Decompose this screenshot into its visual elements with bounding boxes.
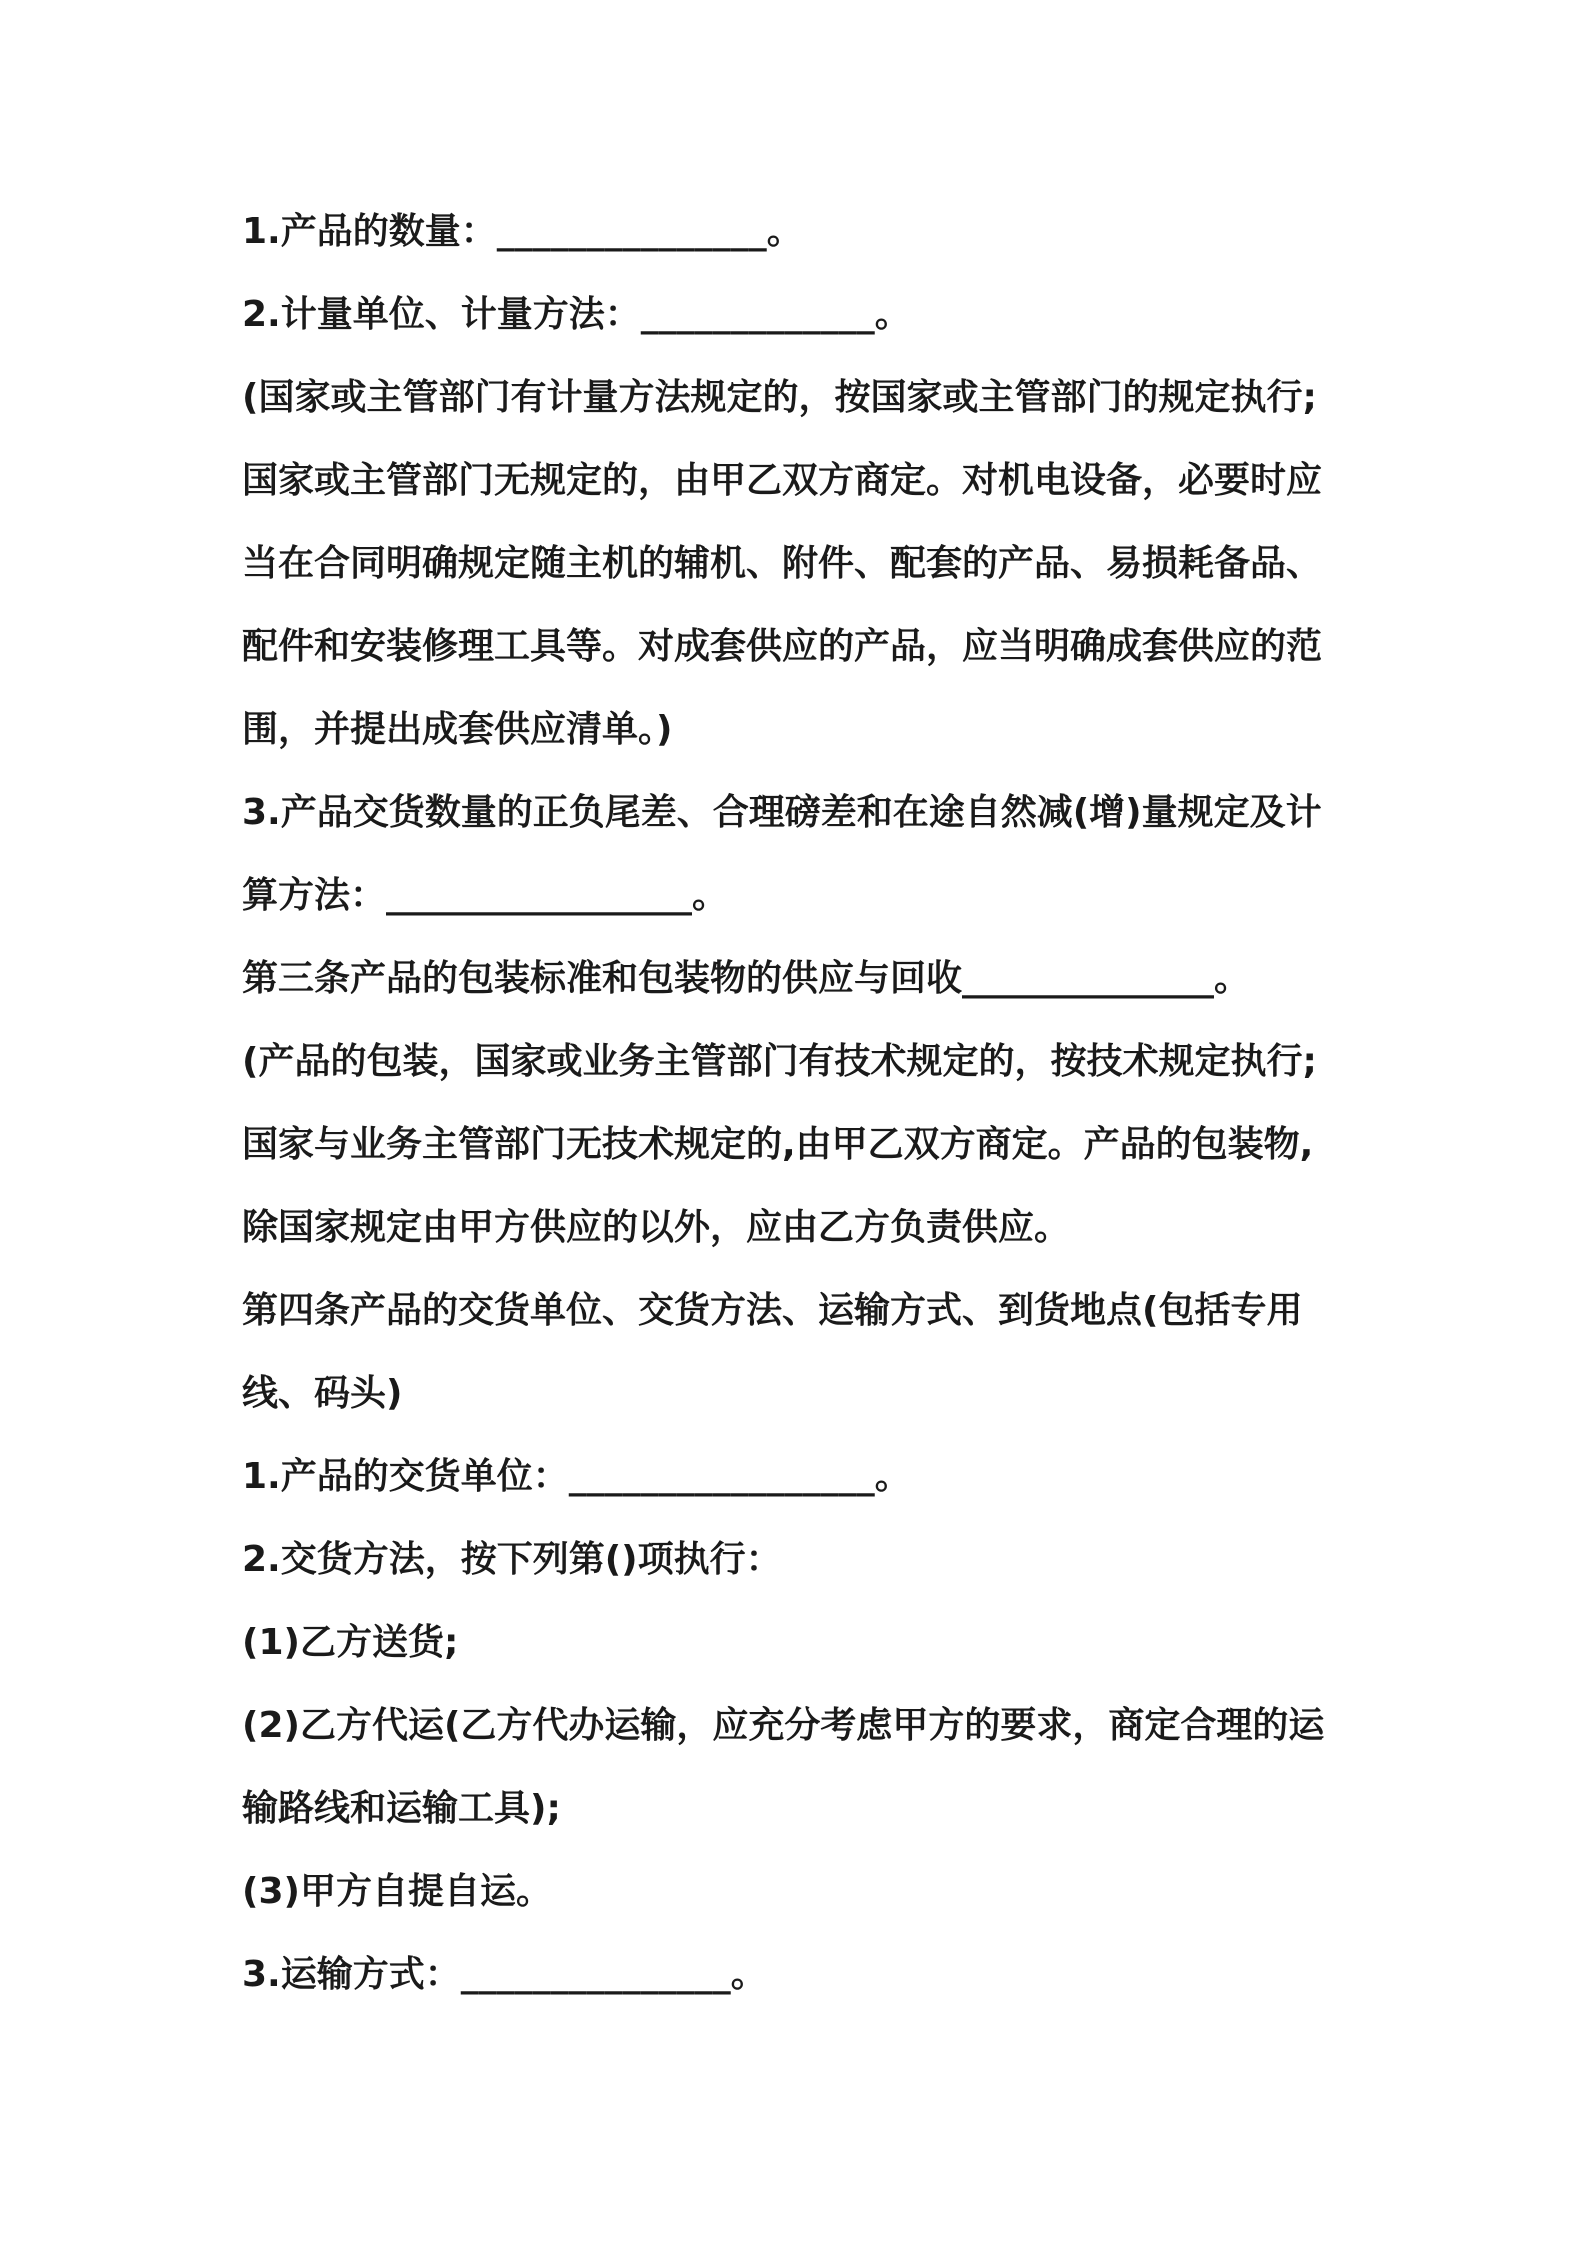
text-line: 1.产品的数量：_______________。 bbox=[242, 211, 803, 252]
text-line: 3.运输方式：_______________。 bbox=[242, 1954, 767, 1995]
text-line: 1.产品的交货单位：_________________。 bbox=[242, 1456, 911, 1497]
text-line: 除国家规定由甲方供应的以外，应由乙方负责供应。 bbox=[242, 1207, 1071, 1248]
text-line: 输路线和运输工具); bbox=[242, 1788, 561, 1829]
text-line: (2)乙方代运(乙方代办运输，应充分考虑甲方的要求，商定合理的运 bbox=[242, 1705, 1325, 1746]
text-line: 3.产品交货数量的正负尾差、合理磅差和在途自然减(增)量规定及计 bbox=[242, 792, 1322, 833]
text-line: 第三条产品的包装标准和包装物的供应与回收______________。 bbox=[242, 958, 1251, 999]
text-line: (产品的包装，国家或业务主管部门有技术规定的，按技术规定执行; bbox=[242, 1041, 1317, 1082]
text-line: 第四条产品的交货单位、交货方法、运输方式、到货地点(包括专用 bbox=[242, 1290, 1303, 1331]
text-line: 配件和安装修理工具等。对成套供应的产品，应当明确成套供应的范 bbox=[242, 626, 1323, 667]
text-line: 2.交货方法，按下列第()项执行： bbox=[242, 1539, 782, 1580]
document-body bbox=[242, 190, 1362, 2016]
text-line: (1)乙方送货; bbox=[242, 1622, 459, 1663]
text-line: 线、码头) bbox=[242, 1373, 403, 1414]
text-line: (国家或主管部门有计量方法规定的，按国家或主管部门的规定执行; bbox=[242, 377, 1317, 418]
text-line: 2.计量单位、计量方法：_____________。 bbox=[242, 294, 911, 335]
text-line: (3)甲方自提自运。 bbox=[242, 1871, 552, 1912]
text-line: 算方法：_________________。 bbox=[242, 875, 729, 916]
text-line: 围，并提出成套供应清单。) bbox=[242, 709, 673, 750]
text-line: 国家与业务主管部门无技术规定的,由甲乙双方商定。产品的包装物, bbox=[242, 1124, 1314, 1165]
text-line: 国家或主管部门无规定的，由甲乙双方商定。对机电设备，必要时应 bbox=[242, 460, 1323, 501]
text-line: 当在合同明确规定随主机的辅机、附件、配套的产品、易损耗备品、 bbox=[242, 543, 1323, 584]
